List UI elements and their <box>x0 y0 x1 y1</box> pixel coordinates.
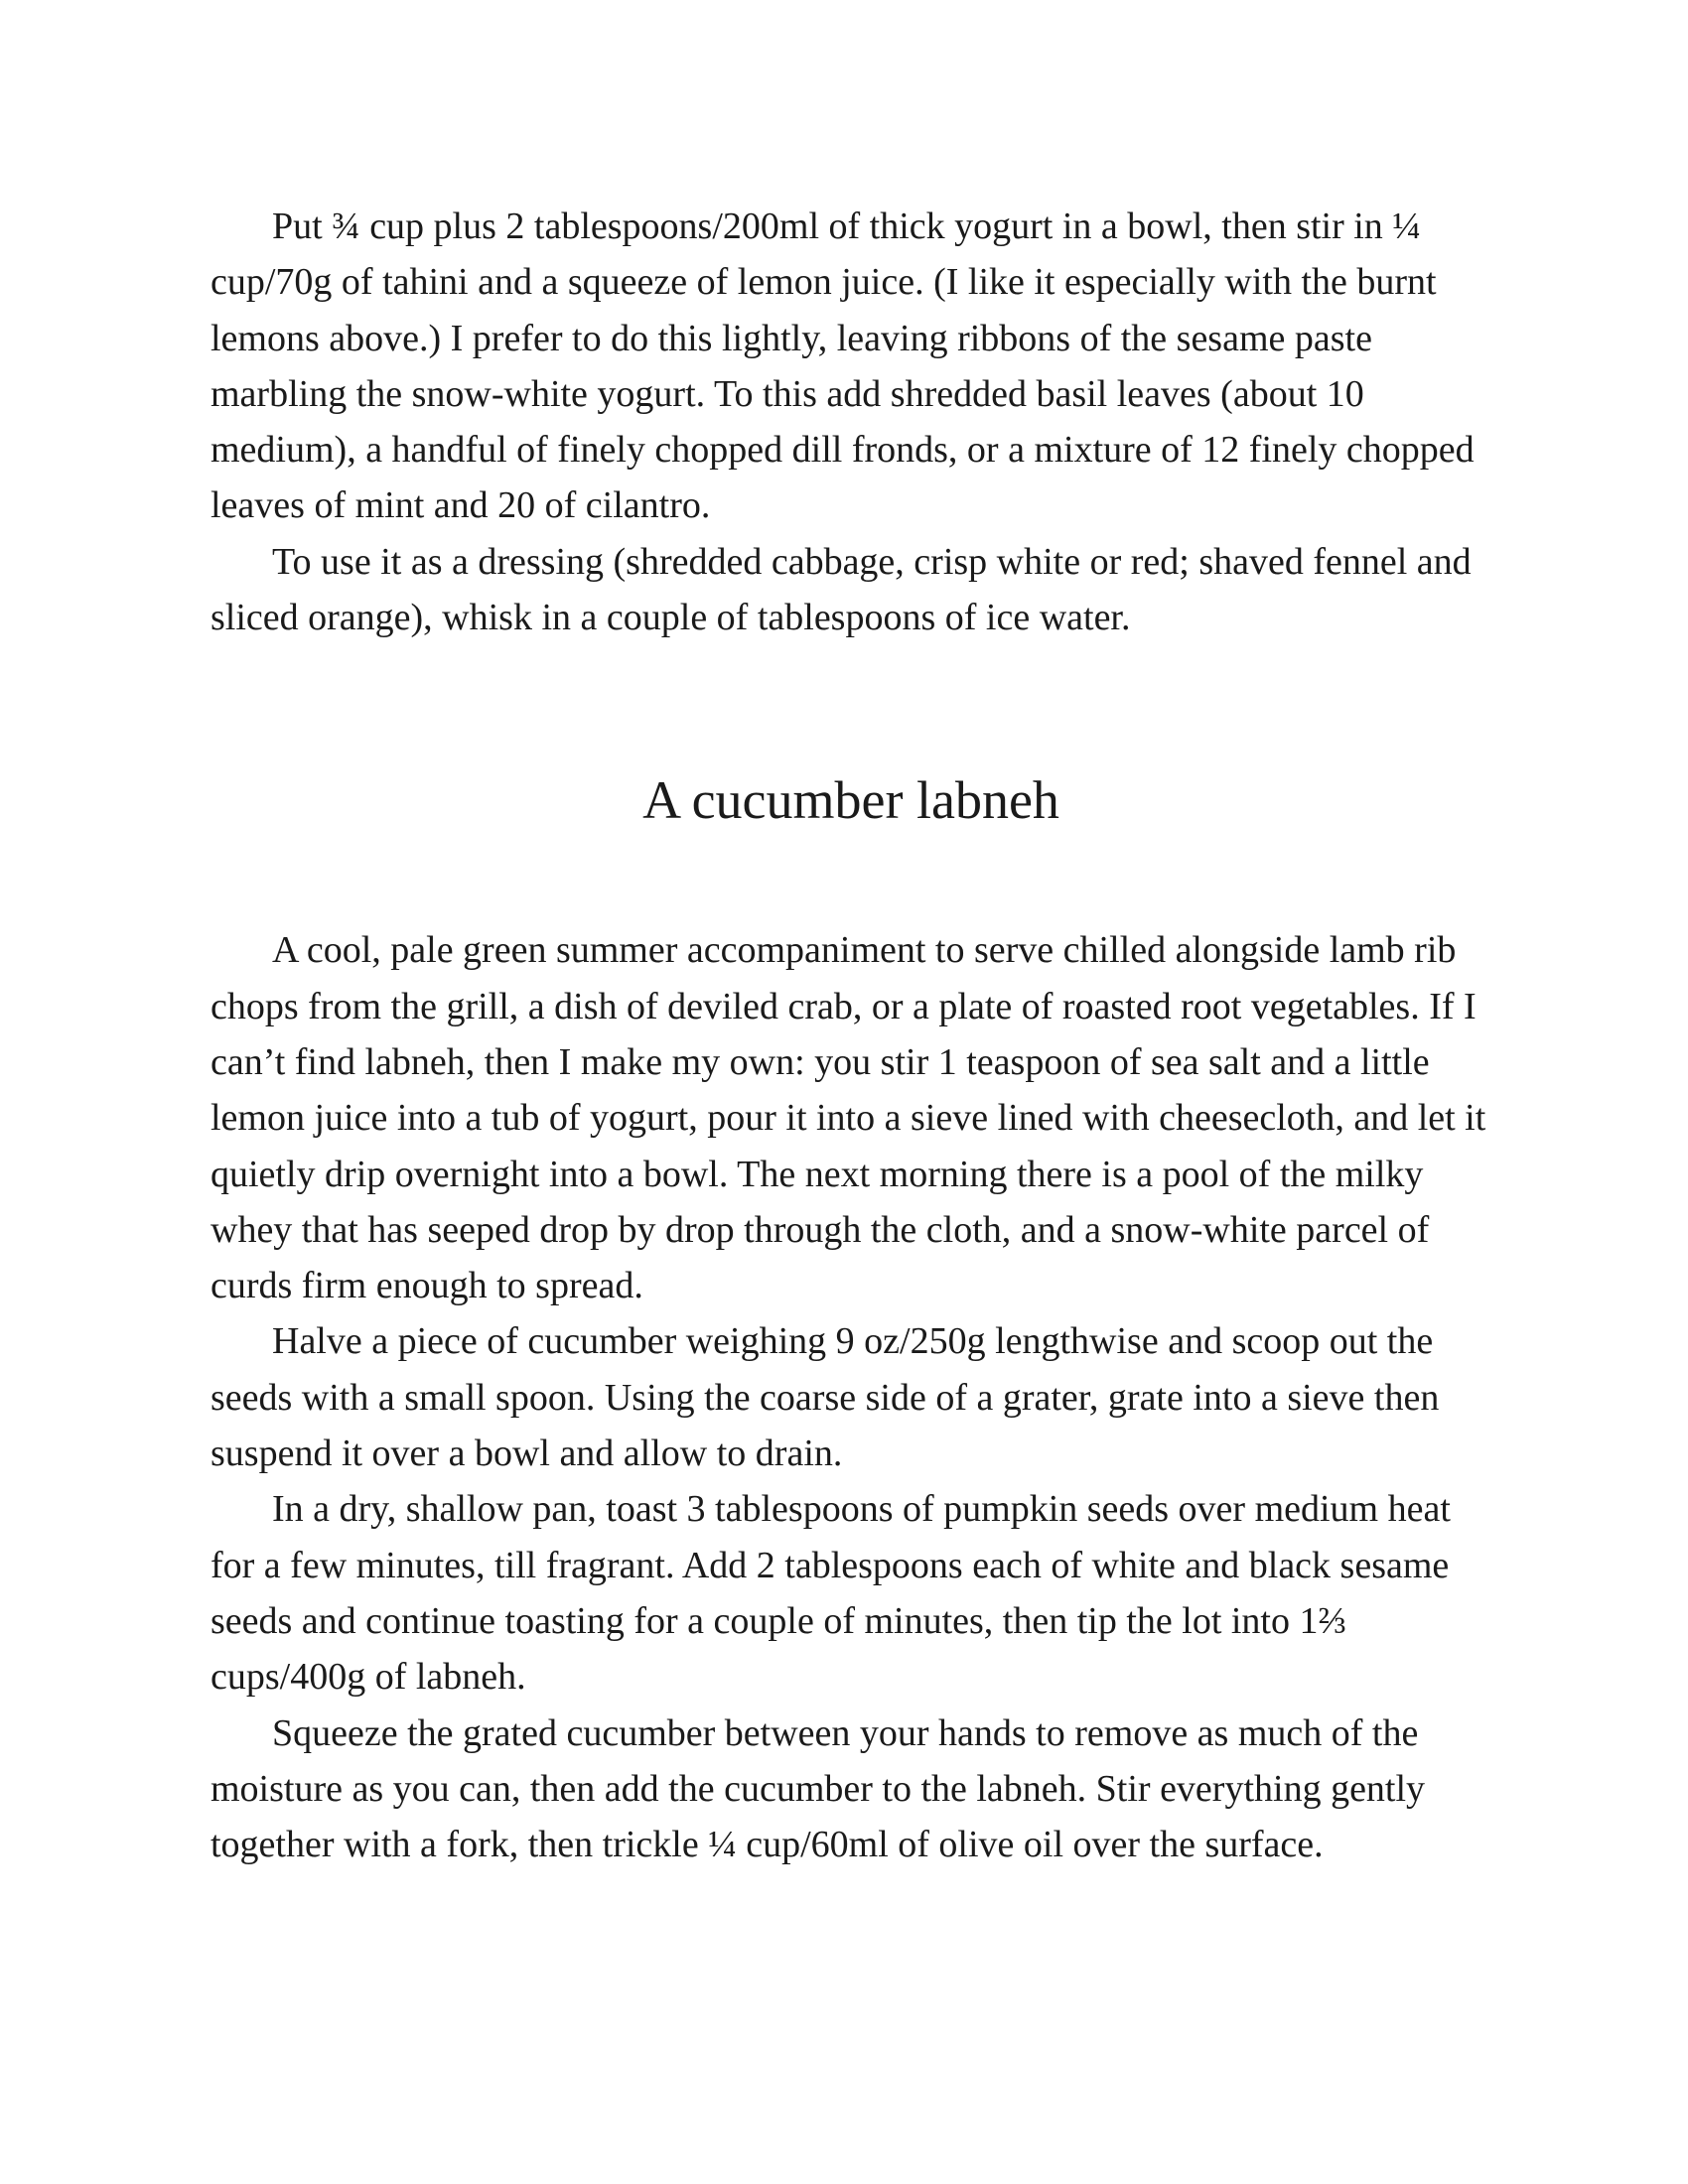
intro-section <box>211 199 1491 645</box>
body-paragraph: In a dry, shallow pan, toast 3 tablespoons of pumpkin seeds over medium heat for a few minutes, till fragrant. Add 2 tablespoons each of white and black sesame seeds and continue toasting for a couple of minutes, then tip the lot into 1⅔ cups/400g of labneh. <box>211 1488 1451 1699</box>
document-page <box>211 199 1491 1872</box>
body-paragraph: To use it as a dressing (shredded cabbage, crisp white or red; shaved fennel and sliced orange), whisk in a couple of tablespoons of ice water. <box>211 540 1472 639</box>
body-paragraph: Halve a piece of cucumber weighing 9 oz/250g lengthwise and scoop out the seeds with a small spoon. Using the coarse side of a grater, grate into a sieve then suspend it over a bowl and allow to drain. <box>211 1320 1440 1475</box>
recipe-title: A cucumber labneh <box>642 770 1059 831</box>
recipe-body <box>211 922 1491 1872</box>
body-paragraph: Put ¾ cup plus 2 tablespoons/200ml of thick yogurt in a bowl, then stir in ¼ cup/70g of tahini and a squeeze of lemon juice. (I like it especially with the burnt lemons above.) I prefer to do this lightly, leaving ribbons of the sesame paste marbling the snow-white yogurt. To this add shredded basil leaves (about 10 medium), a handful of finely chopped dill fronds, or a mixture of 12 finely chopped leaves of mint and 20 of cilantro. <box>211 205 1475 527</box>
body-paragraph: Squeeze the grated cucumber between your hands to remove as much of the moisture as you can, then add the cucumber to the labneh. Stir everything gently together with a fork, then trickle ¼ cup/60ml of olive oil over the surface. <box>211 1711 1426 1866</box>
body-paragraph: A cool, pale green summer accompaniment to serve chilled alongside lamb rib chops from the grill, a dish of deviled crab, or a plate of roasted root vegetables. If I can’t find labneh, then I make my own: you stir 1 teaspoon of sea salt and a little lemon juice into a tub of yogurt, pour it into a sieve lined with cheesecloth, and let it quietly drip overnight into a bowl. The next morning there is a pool of the milky whey that has seeped drop by drop through the cloth, and a snow-white parcel of curds firm enough to spread. <box>211 929 1486 1307</box>
